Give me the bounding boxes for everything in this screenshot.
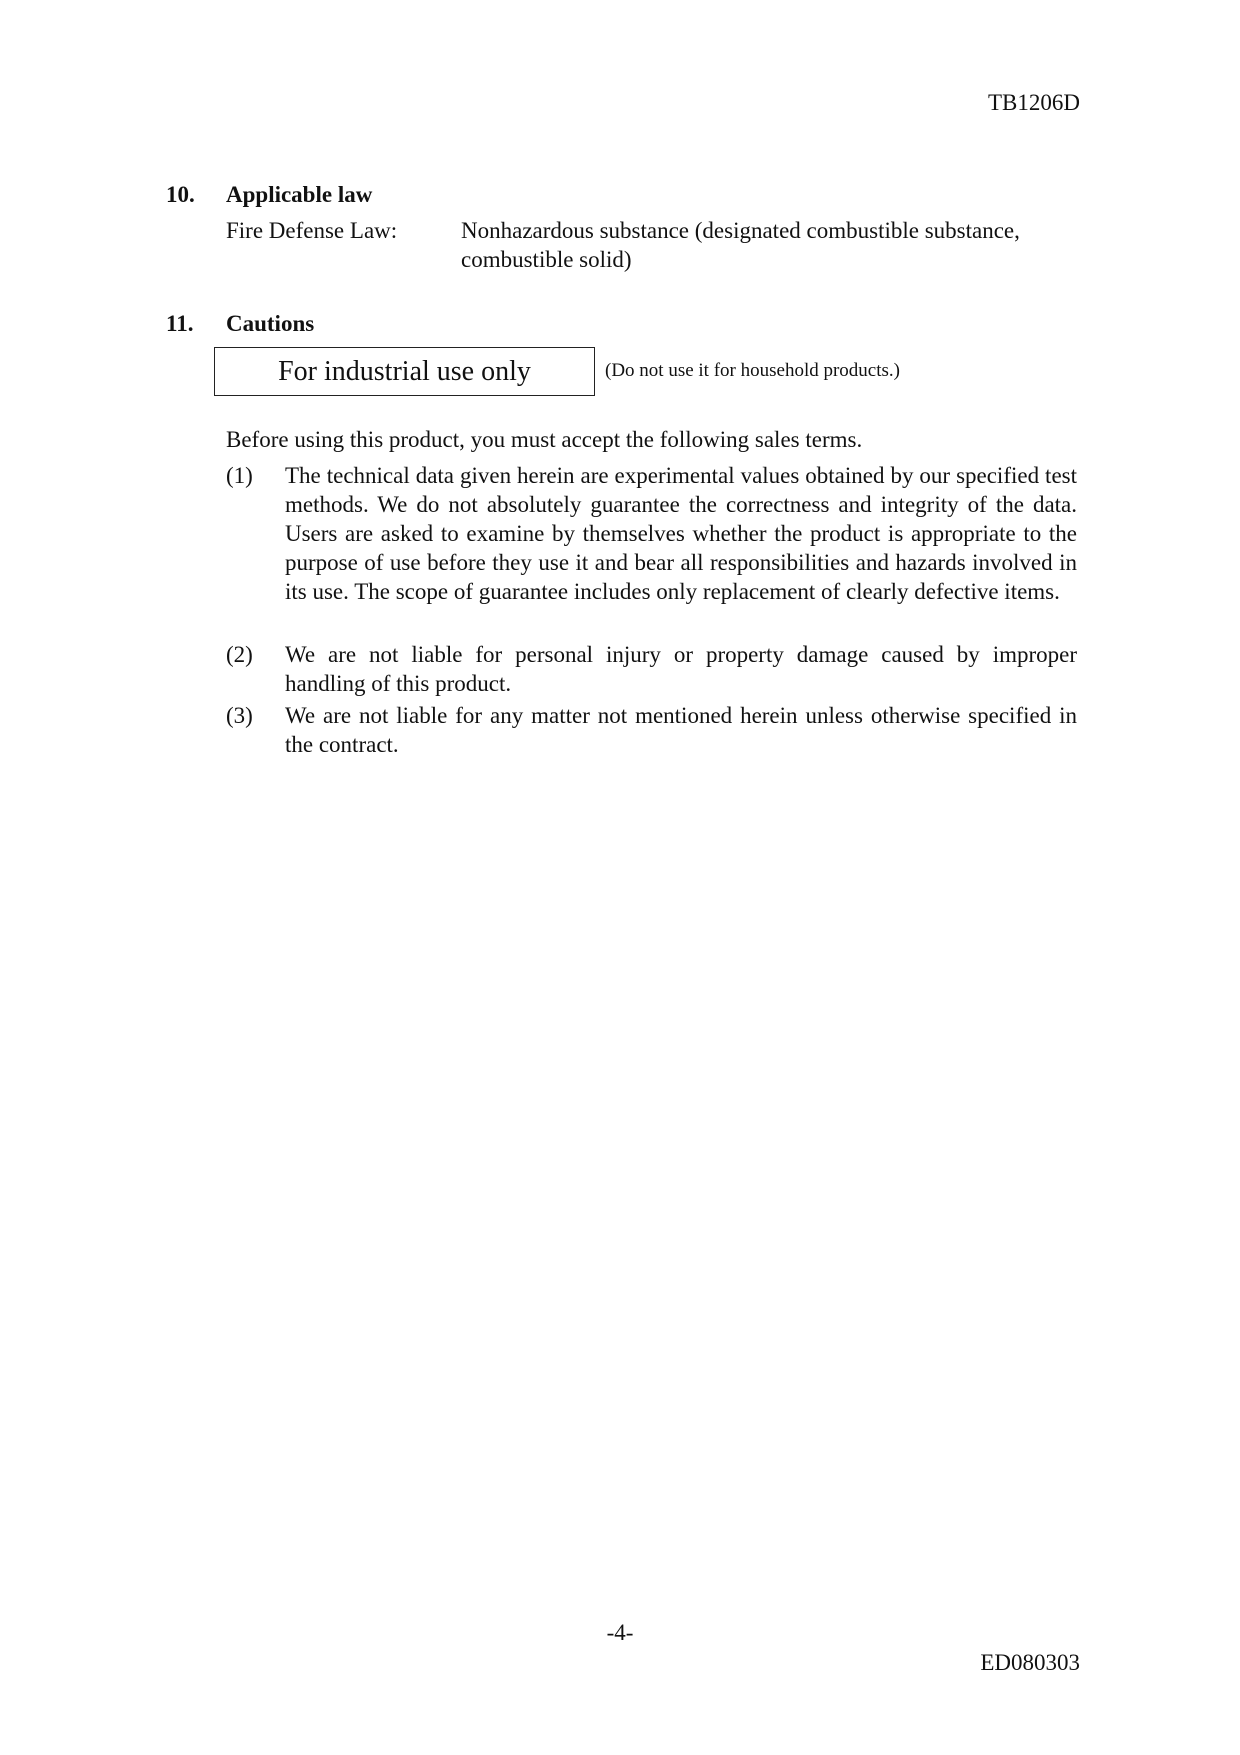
item-1-text: The technical data given herein are experimental values obtained by our specified test methods. We do not absolutely guarantee the correctness and integrity of the data. Users are asked to examine by themselves whether the product is appropriate to the purpose of use before they use it and bear all responsibilities and hazards involved in its use. The scope of guarantee includes only replacement of clearly defective items.	[285, 463, 1077, 604]
industrial-use-notice-box: For industrial use only	[214, 347, 595, 396]
item-2-marker: (2)	[226, 642, 253, 667]
item-3-marker: (3)	[226, 703, 253, 728]
household-note: (Do not use it for household products.)	[605, 360, 900, 381]
document-code: TB1206D	[988, 90, 1080, 115]
edition-code: ED080303	[980, 1650, 1080, 1675]
item-1-marker: (1)	[226, 463, 253, 488]
section-10-title: Applicable law	[226, 182, 373, 207]
fire-defense-law-label: Fire Defense Law:	[226, 218, 398, 243]
item-3-text: We are not liable for any matter not mentioned herein unless otherwise specified in the contract.	[285, 703, 1077, 757]
section-11-number: 11.	[166, 311, 194, 336]
sales-terms-intro: Before using this product, you must accept the following sales terms.	[226, 427, 863, 452]
section-10-number: 10.	[166, 182, 195, 207]
page-number: -4-	[606, 1620, 634, 1645]
item-2-text: We are not liable for personal injury or property damage caused by improper handling of this product.	[285, 642, 1077, 696]
fire-defense-law-value: Nonhazardous substance (designated combustible substance, combustible solid)	[461, 218, 1020, 272]
section-11-title: Cautions	[226, 311, 315, 336]
